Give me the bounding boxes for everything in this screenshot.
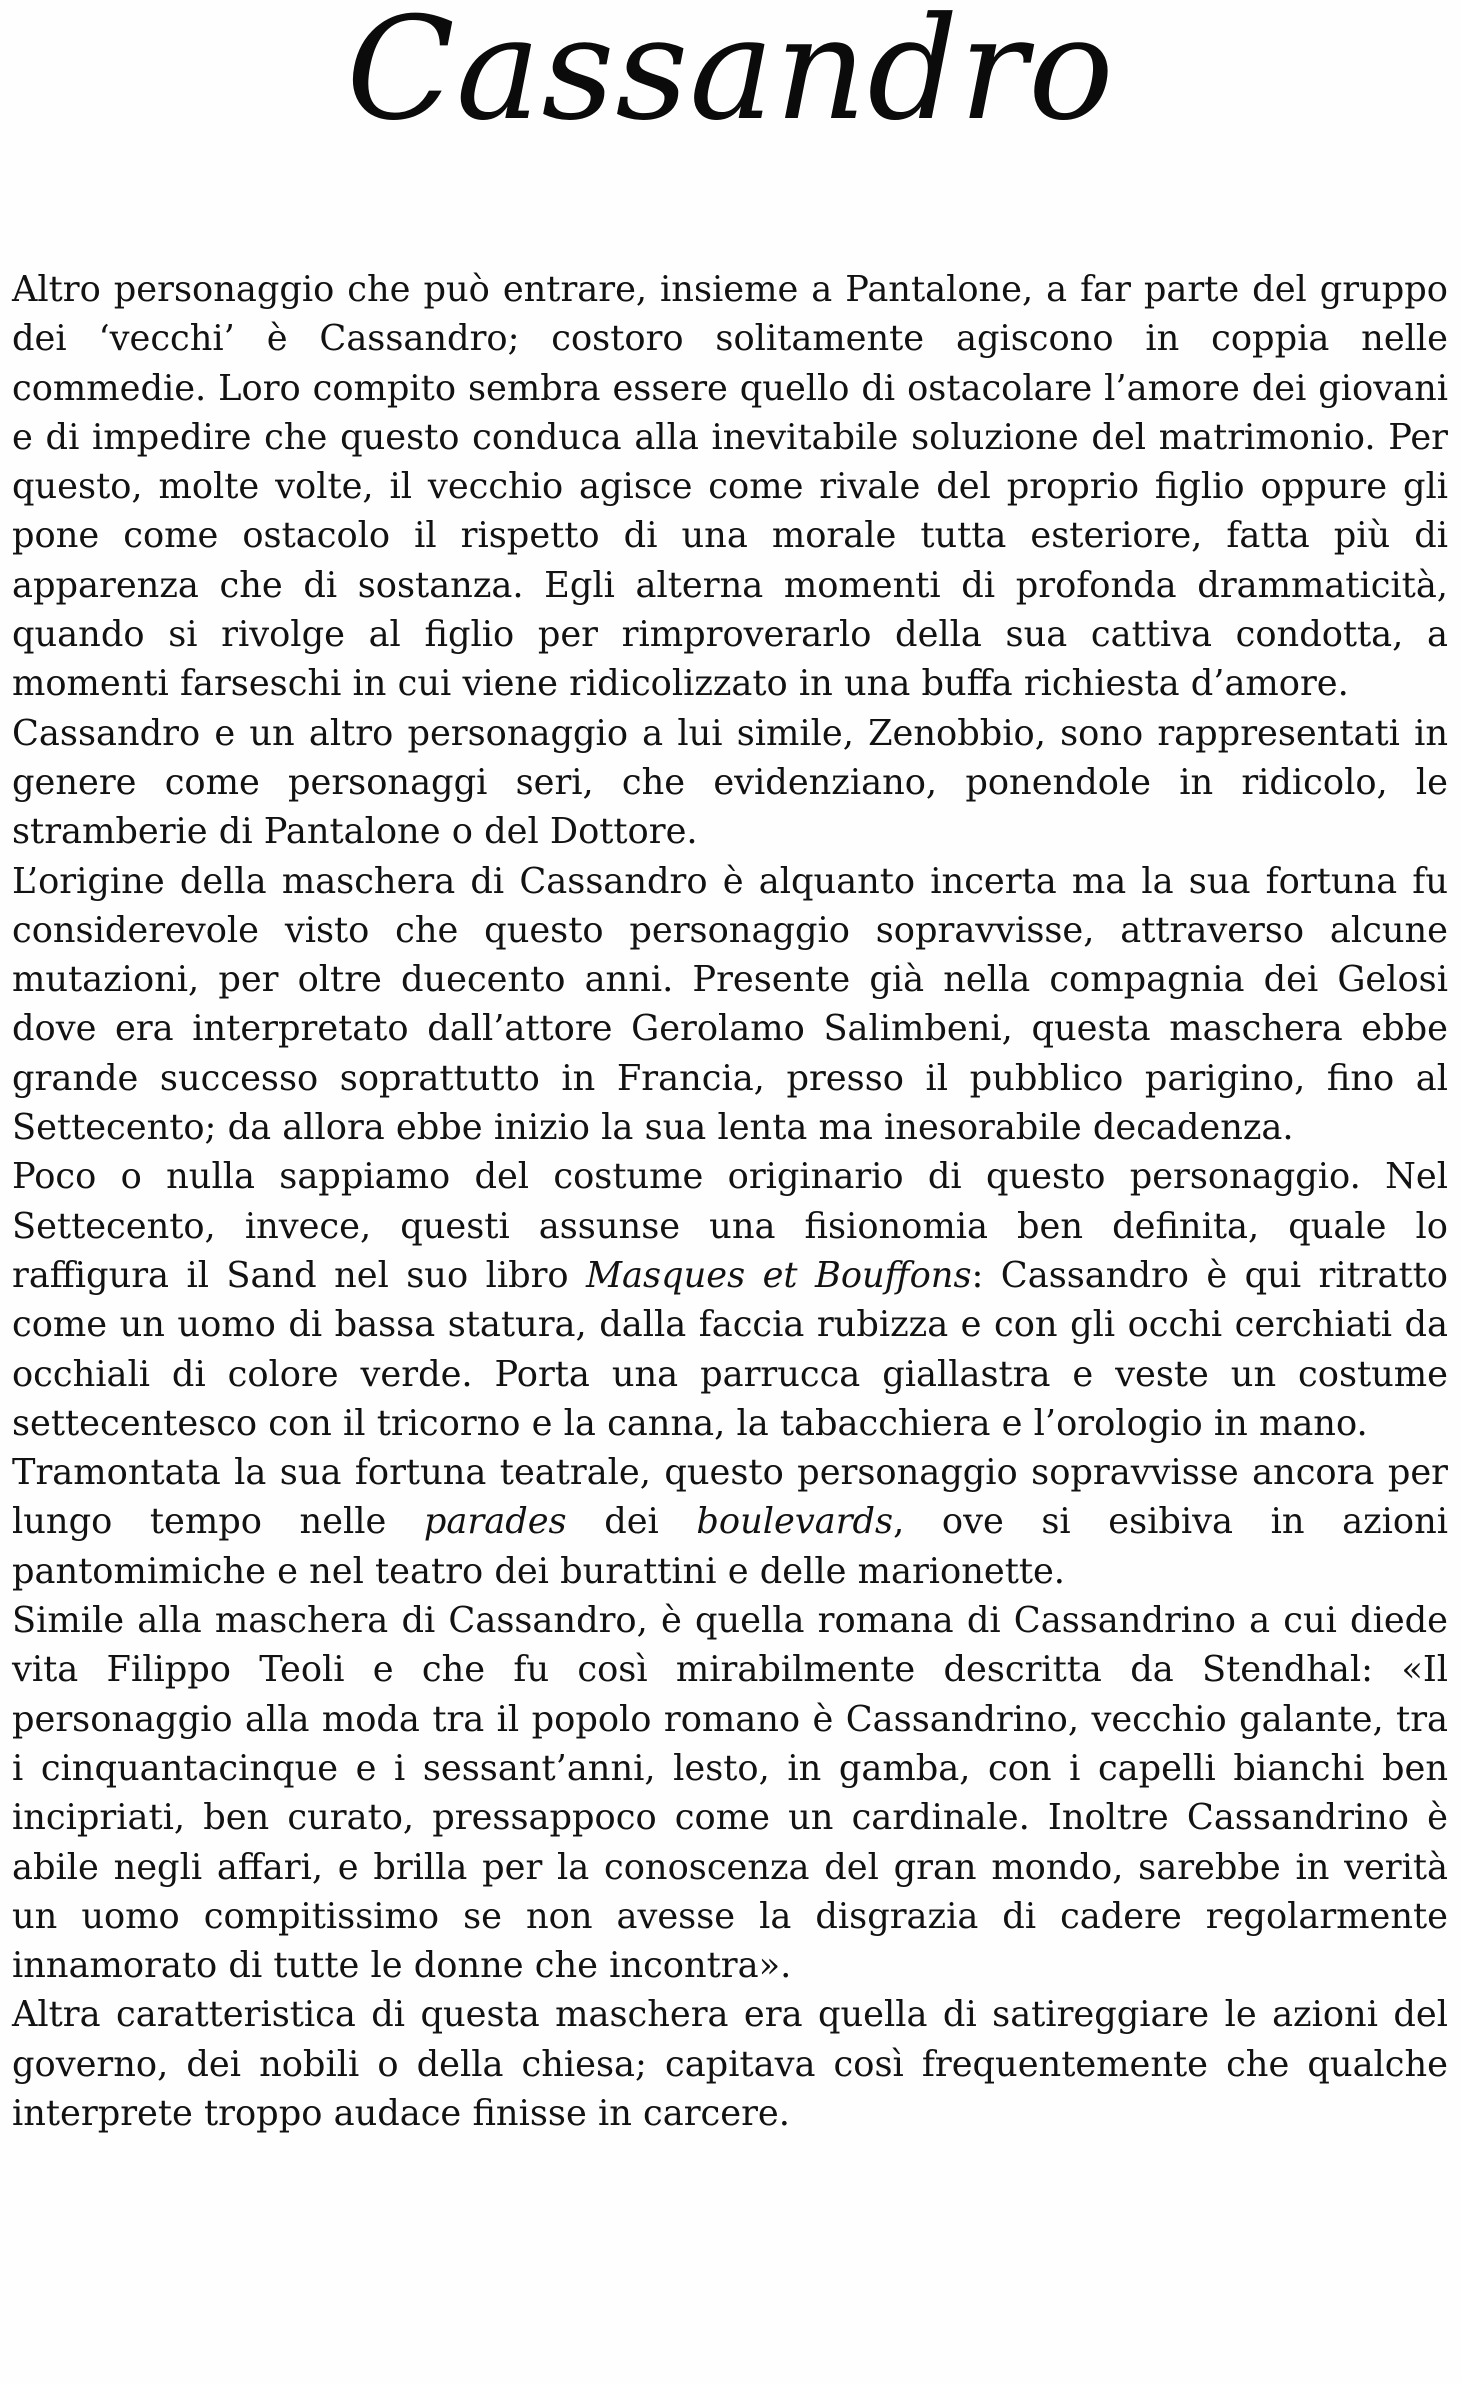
paragraph-text: Cassandro e un altro personaggio a lui simile, Zenobbio, sono rappresentati in genere come personaggi seri, che evidenziano, ponendole in ridicolo, le stramberie di Pantalone o del Dottore. xyxy=(12,712,1448,853)
paragraph-text: Tramontata la sua fortuna teatrale, questo personaggio sopravvisse ancora per lungo tempo nelle xyxy=(12,1452,1448,1543)
paragraph xyxy=(12,265,1448,709)
paragraph xyxy=(12,1448,1448,1596)
paragraph-text: Altro personaggio che può entrare, insieme a Pantalone, a far parte del gruppo dei ‘vecchi’ è Cassandro; costoro solitamente agiscono in coppia nelle commedie. Loro compito sembra essere quello di ostacolare l’amore dei giovani e di impedire che questo conduca alla inevitabile soluzione del matrimonio. Per questo, molte volte, il vecchio agisce come rivale del proprio figlio oppure gli pone come ostacolo il rispetto di una morale tutta esteriore, fatta più di apparenza che di sostanza. Egli alterna momenti di profonda drammaticità, quando si rivolge al figlio per rimproverarlo della sua cattiva condotta, a momenti farseschi in cui viene ridicolizzato in una buffa richiesta d’amore. xyxy=(12,269,1448,705)
paragraph-text: L’origine della maschera di Cassandro è alquanto incerta ma la sua fortuna fu considerevole visto che questo personaggio sopravvisse, attraverso alcune mutazioni, per oltre duecento anni. Presente già nella compagnia dei Gelosi dove era interpretato dall’attore Gerolamo Salimbeni, questa maschera ebbe grande successo soprattutto in Francia, presso il pubblico parigino, fino al Settecento; da allora ebbe inizio la sua lenta ma inesorabile decadenza. xyxy=(12,860,1448,1149)
paragraph xyxy=(12,857,1448,1153)
paragraph xyxy=(12,709,1448,857)
italic-title-text: boulevards xyxy=(696,1501,894,1543)
paragraph xyxy=(12,1990,1448,2138)
italic-title-text: parades xyxy=(423,1501,567,1543)
page-title: Cassandro xyxy=(346,0,1115,152)
paragraph-text: Altra caratteristica di questa maschera era quella di satireggiare le azioni del governo, dei nobili o della chiesa; capitava così frequentemente che qualche interprete troppo audace finisse in carcere. xyxy=(12,1994,1448,2134)
paragraph-text: dei xyxy=(566,1501,697,1543)
paragraph-text: Poco o nulla sappiamo del costume originario di questo personaggio. Nel Settecento, invece, questi assunse una fisionomia ben definita, quale lo raffigura il Sand nel suo libro xyxy=(12,1156,1448,1296)
paragraph-text: , ove si esibiva in azioni pantomimiche e nel teatro dei burattini e delle marionette. xyxy=(12,1501,1448,1592)
paragraph xyxy=(12,1152,1448,1448)
paragraph xyxy=(12,1596,1448,1990)
italic-title-text: Masques et Bouffons xyxy=(586,1254,972,1296)
article-body xyxy=(12,265,1448,2138)
paragraph-text: : Cassandro è qui ritratto come un uomo di bassa statura, dalla faccia rubizza e con gli occhi cerchiati da occhiali di colore verde. Porta una parrucca giallastra e veste un costume settecentesco con il tricorno e la canna, la tabacchiera e l’orologio in mano. xyxy=(12,1254,1448,1444)
paragraph-text: Simile alla maschera di Cassandro, è quella romana di Cassandrino a cui diede vita Filippo Teoli e che fu così mirabilmente descritta da Stendhal: «Il personaggio alla moda tra il popolo romano è Cassandrino, vecchio galante, tra i cinquantacinque e i sessant’anni, lesto, in gamba, con i capelli bianchi ben incipriati, ben curato, pressappoco come un cardinale. Inoltre Cassandrino è abile negli affari, e brilla per la conoscenza del gran mondo, sarebbe in verità un uomo compitissimo se non avesse la disgrazia di cadere regolarmente innamorato di tutte le donne che incontra». xyxy=(12,1600,1448,1987)
